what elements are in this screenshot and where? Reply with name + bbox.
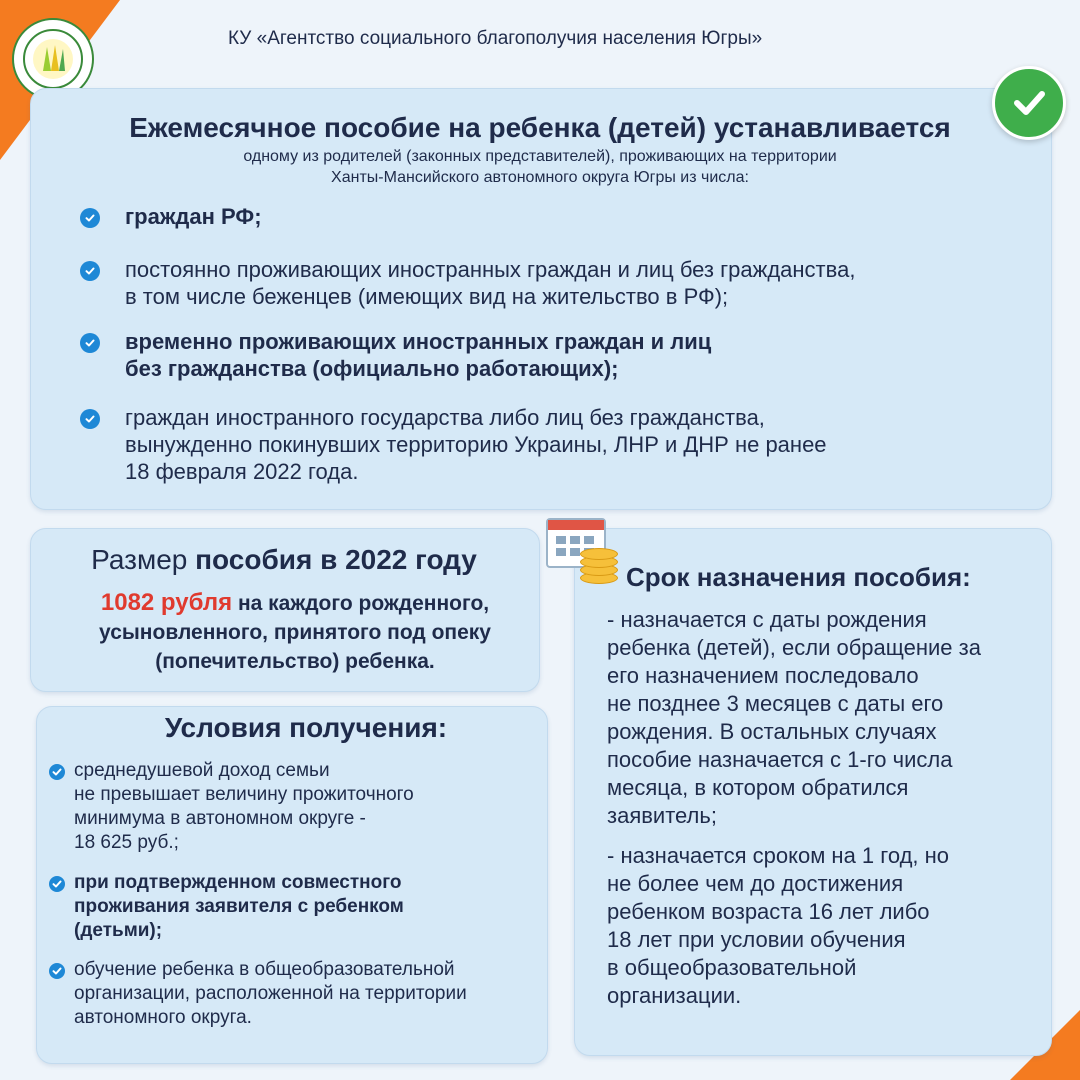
list-item-line: обучение ребенка в общеобразовательной [74, 959, 455, 980]
check-bullet-icon [80, 333, 100, 353]
list-item [74, 759, 414, 855]
list-item [125, 328, 711, 382]
term-line: не позднее 3 месяцев с даты его [607, 691, 944, 716]
list-item [125, 203, 262, 230]
list-item-line: организации, расположенной на территории [74, 983, 467, 1004]
list-item [74, 871, 404, 943]
list-item-line: постоянно проживающих иностранных граждан и лиц без гражданства, [125, 257, 856, 282]
term-line: - назначается с даты рождения [607, 607, 927, 632]
term-line: пособие назначается с 1-го числа [607, 747, 953, 772]
term-line: организации. [607, 983, 742, 1008]
list-item-line: граждан иностранного государства либо лиц без гражданства, [125, 405, 765, 430]
term-line: не более чем до достижения [607, 871, 904, 896]
benefit-size-title-normal: Размер [91, 544, 196, 575]
list-item-line: среднедушевой доход семьи [74, 760, 330, 781]
list-item-line: не превышает величину прожиточного [74, 784, 414, 805]
list-item-line: граждан РФ; [125, 204, 262, 229]
benefit-size-line: (попечительство) ребенка. [155, 650, 435, 673]
list-item [125, 256, 855, 310]
term-line: в общеобразовательной [607, 955, 857, 980]
term-line: месяца, в котором обратился [607, 775, 909, 800]
check-bullet-icon [80, 409, 100, 429]
term-title: Срок назначения пособия: [626, 562, 971, 592]
benefit-size-title [30, 544, 538, 576]
list-item-line: (детьми); [74, 920, 163, 941]
check-bullet-icon [49, 963, 65, 979]
list-item-line: минимума в автономном округе - [74, 808, 366, 829]
benefit-size-body [60, 588, 530, 676]
main-subheading-line: Ханты-Мансийского автономного округа Югры из числа: [331, 169, 749, 186]
benefit-size-line [60, 588, 530, 618]
benefit-size-line: усыновленного, принятого под опеку [99, 621, 491, 644]
list-item-line: 18 февраля 2022 года. [125, 459, 359, 484]
check-bullet-icon [80, 208, 100, 228]
term-line: 18 лет при условии обучения [607, 927, 906, 952]
term-line: - назначается сроком на 1 год, но [607, 843, 950, 868]
list-item-line: 18 625 руб.; [74, 832, 179, 853]
list-item-line: проживания заявителя с ребенком [74, 896, 404, 917]
list-item-line: без гражданства (официально работающих); [125, 356, 619, 381]
term-paragraph [607, 606, 981, 830]
main-subheading [0, 146, 1080, 188]
check-bullet-icon [49, 876, 65, 892]
benefit-size-line-rest: на каждого рожденного, [232, 592, 490, 615]
term-line: ребенком возраста 16 лет либо [607, 899, 930, 924]
list-item-line: автономного округа. [74, 1007, 252, 1028]
check-bullet-icon [80, 261, 100, 281]
term-line: ребенка (детей), если обращение за [607, 635, 981, 660]
list-item [74, 958, 467, 1030]
check-bullet-icon [49, 764, 65, 780]
coins-icon [578, 548, 618, 588]
main-subheading-line: одному из родителей (законных представителей), проживающих на территории [243, 148, 837, 165]
list-item [125, 404, 827, 485]
term-line: заявитель; [607, 803, 717, 828]
conditions-title: Условия получения: [164, 712, 448, 743]
org-title: КУ «Агентство социального благополучия населения Югры» [228, 28, 763, 49]
term-line: его назначением последовало [607, 663, 919, 688]
benefit-amount: 1082 рубля [100, 589, 233, 616]
list-item-line: временно проживающих иностранных граждан и лиц [125, 329, 712, 354]
main-heading: Ежемесячное пособие на ребенка (детей) устанавливается [129, 112, 951, 143]
benefit-size-title-bold: пособия в 2022 году [195, 544, 477, 575]
term-paragraph [607, 842, 949, 1010]
list-item-line: в том числе беженцев (имеющих вид на жительство в РФ); [125, 284, 729, 309]
list-item-line: при подтвержденном совместного [74, 872, 402, 893]
term-line: рождения. В остальных случаях [607, 719, 937, 744]
list-item-line: вынужденно покинувших территорию Украины, ЛНР и ДНР не ранее [125, 432, 827, 457]
